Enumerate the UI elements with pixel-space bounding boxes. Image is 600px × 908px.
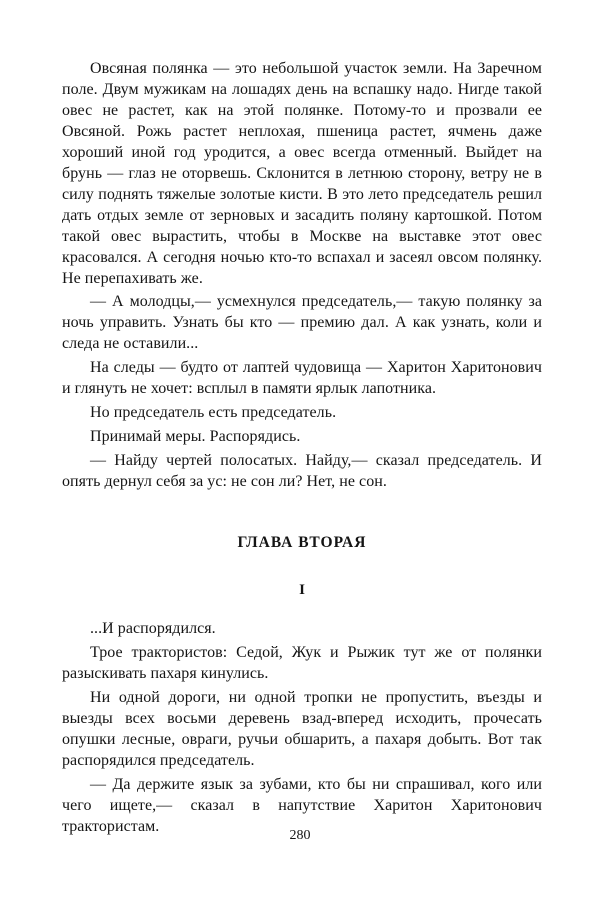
paragraph-three-tractor-drivers: Трое трактористов: Седой, Жук и Рыжик тут же от полянки разыскивать пахаря кинулись. bbox=[62, 644, 542, 682]
chapter-title: ГЛАВА ВТОРАЯ bbox=[237, 534, 367, 551]
text-block-part2 bbox=[62, 618, 542, 840]
paragraph-chairman-is-chairman: Но председатель есть председатель. bbox=[90, 404, 337, 421]
paragraph-chairman-smirk: — А молодцы,— усмехнулся председатель,— такую полянку за ночь управить. Узнать бы кто — премию дал. А как узнать, коли и следа не оставили... bbox=[62, 293, 542, 352]
book-page bbox=[62, 58, 542, 835]
text-block-part1 bbox=[62, 58, 542, 492]
section-number: I bbox=[299, 582, 305, 598]
paragraph-take-measures: Принимай меры. Распорядись. bbox=[90, 428, 301, 445]
page-number: 280 bbox=[289, 828, 311, 843]
paragraph-search-orders: Ни одной дороги, ни одной тропки не пропустить, въезды и выезды всех восьми деревень взад-вперед исходить, прочесать опушки лесные, овраги, ручьи обшарить, а пахаря добыть. Вот так распорядился председатель. bbox=[62, 689, 542, 769]
paragraph-ordered: ...И распорядился. bbox=[90, 620, 216, 637]
paragraph-find-devils: — Найду чертей полосатых. Найду,— сказал председатель. И опять дернул себя за ус: не сон ли? Нет, не сон. bbox=[62, 452, 542, 490]
paragraph-oat-field: Овсяная полянка — это небольшой участок земли. На Заречном поле. Двум мужикам на лошадях день на вспашку надо. Нигде такой овес не растет, как на этой полянке. Потому-то и прозвали ее Овсяной. Рожь растет неплохая, пшеница растет, ячмень даже хороший иной год уродится, а овес всегда отменный. Выйдет на брунь — глаз не оторвешь. Склонится в летнюю сторону, ветру не в силу поднять тяжелые золотые кисти. В это лето председатель решил дать отдых земле от зерновых и засадить поляну картошкой. Потом такой овес вырастить, чтобы в Москве на выставке этот овес красовался. А сегодня ночью кто-то вспахал и засеял овсом полянку. Не перепахивать же. bbox=[62, 60, 542, 287]
paragraph-keep-quiet: — Да держите язык за зубами, кто бы ни спрашивал, кого или чего ищете,— сказал в напутствие Харитон Харитонович трактористам. bbox=[62, 776, 542, 835]
paragraph-footprints: На следы — будто от лаптей чудовища — Харитон Харитонович и глянуть не хочет: всплыл в памяти ярлык лапотника. bbox=[62, 359, 542, 397]
